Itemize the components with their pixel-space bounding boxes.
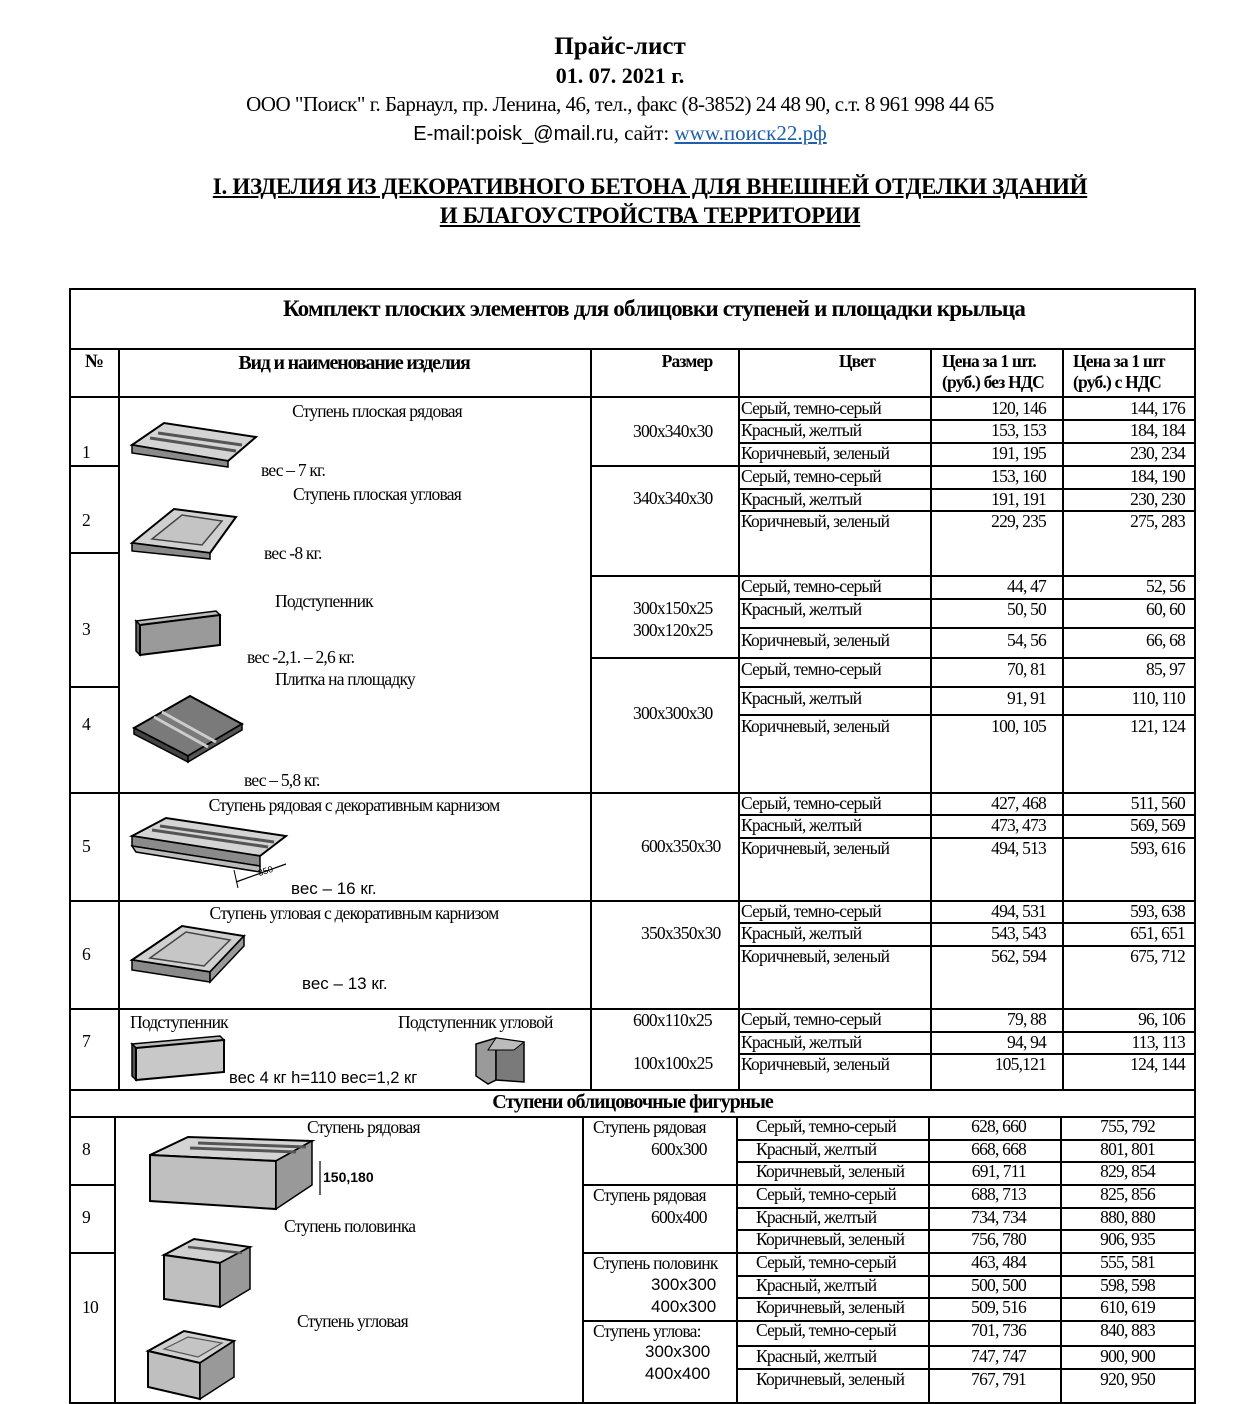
color-cell: Серый, темно-серый: [741, 398, 881, 418]
price-with-vat: 651, 651: [1130, 923, 1185, 943]
item-name-1: Ступень плоская рядовая: [292, 401, 462, 421]
color-cell: Серый, темно-серый: [756, 1320, 896, 1340]
price-no-vat: 427, 468: [991, 793, 1046, 813]
price-no-vat: 691, 711: [971, 1161, 1026, 1181]
price-no-vat: 494, 513: [991, 838, 1046, 858]
item-name-7: Подступенник: [130, 1012, 228, 1032]
corner-riser-image: [474, 1036, 528, 1086]
price-no-vat: 54, 56: [1007, 630, 1046, 650]
color-cell: Красный, желтый: [756, 1346, 877, 1366]
item-name-7b: Подступенник угловой: [398, 1012, 553, 1032]
col-header-size: Размер: [661, 351, 713, 371]
item-size-4: 300х300х30: [633, 703, 713, 723]
item-size-9b: 600х400: [651, 1207, 707, 1227]
price-no-vat: 153, 160: [991, 466, 1046, 486]
price-no-vat: 229, 235: [991, 511, 1046, 531]
item-weight-3: вес -2,1. – 2,6 кг.: [247, 647, 355, 667]
document-date: 01. 07. 2021 г.: [555, 63, 685, 88]
item-num-5: 5: [82, 836, 90, 856]
item-size-11b: 300х300: [645, 1342, 711, 1361]
color-cell: Серый, темно-серый: [741, 466, 881, 486]
color-cell: Серый, темно-серый: [741, 659, 881, 679]
price-with-vat: 96, 106: [1138, 1009, 1185, 1029]
item-name-2: Ступень плоская угловая: [293, 484, 461, 504]
item-size-11a: Ступень углова:: [593, 1321, 701, 1341]
price-with-vat: 184, 184: [1130, 420, 1185, 440]
item-size-9a: Ступень рядовая: [593, 1185, 706, 1205]
price-with-vat: 230, 230: [1130, 489, 1185, 509]
item-num-1: 1: [82, 442, 90, 462]
email-site-line: [0, 121, 1240, 146]
col-header-color: Цвет: [838, 351, 876, 371]
table-subtitle: Ступени облицовочные фигурные: [492, 1091, 773, 1113]
item-num-8: 8: [82, 1139, 90, 1159]
price-with-vat: 675, 712: [1130, 946, 1185, 966]
color-cell: Красный, желтый: [741, 599, 862, 619]
price-no-vat: 500, 500: [971, 1275, 1026, 1295]
price-with-vat: 52, 56: [1146, 576, 1185, 596]
item-num-4: 4: [82, 714, 90, 734]
item-size-8a: Ступень рядовая: [593, 1117, 706, 1137]
price-with-vat: 511, 560: [1130, 793, 1185, 813]
platform-tile-image: [128, 690, 248, 766]
item-size-7a: 600х110х25: [633, 1010, 712, 1030]
color-cell: Коричневый, зеленый: [756, 1229, 905, 1249]
price-with-vat: 144, 176: [1130, 398, 1185, 418]
col-header-name: Вид и наименование изделия: [238, 352, 470, 374]
item-num-10: 10: [82, 1297, 98, 1317]
section-title-line2: И БЛАГОУСТРОЙСТВА ТЕРРИТОРИИ: [439, 203, 861, 228]
item-size-8b: 600х300: [651, 1139, 707, 1159]
price-with-vat: 121, 124: [1130, 716, 1185, 736]
price-with-vat: 113, 113: [1131, 1032, 1185, 1052]
riser-image: [132, 607, 224, 659]
item-name-6: Ступень угловая с декоративным карнизом: [209, 903, 499, 923]
item-num-3: 3: [82, 619, 90, 639]
item-num-7: 7: [82, 1031, 90, 1051]
price-no-vat: 191, 191: [991, 489, 1046, 509]
item-name-8: Ступень рядовая: [307, 1117, 420, 1137]
price-no-vat: 50, 50: [1007, 599, 1046, 619]
item-num-2: 2: [82, 510, 90, 530]
item-size-5: 600х350х30: [641, 836, 721, 856]
color-cell: Серый, темно-серый: [741, 901, 881, 921]
price-no-vat: 543, 543: [991, 923, 1046, 943]
price-no-vat: 70, 81: [1007, 659, 1046, 679]
item-size-11c: 400х400: [645, 1364, 711, 1383]
price-with-vat: 755, 792: [1100, 1116, 1155, 1136]
price-no-vat: 100, 105: [991, 716, 1046, 736]
color-cell: Коричневый, зеленый: [741, 1054, 890, 1074]
price-with-vat: 610, 619: [1100, 1297, 1155, 1317]
price-with-vat: 829, 854: [1100, 1161, 1155, 1181]
price-no-vat: 91, 91: [1007, 688, 1046, 708]
price-no-vat: 79, 88: [1007, 1009, 1046, 1029]
price-no-vat: 747, 747: [971, 1346, 1026, 1366]
price-with-vat: 124, 144: [1130, 1054, 1185, 1074]
color-cell: Серый, темно-серый: [741, 1009, 881, 1029]
item-num-9: 9: [82, 1207, 90, 1227]
color-cell: Красный, желтый: [741, 923, 862, 943]
color-cell: Коричневый, зеленый: [741, 443, 890, 463]
price-with-vat: 598, 598: [1100, 1275, 1155, 1295]
table-title: Комплект плоских элементов для облицовки ступеней и площадки крыльца: [282, 296, 1026, 321]
color-cell: Серый, темно-серый: [741, 793, 881, 813]
color-cell: Коричневый, зеленый: [741, 838, 890, 858]
price-with-vat: 85, 97: [1146, 659, 1185, 679]
item-size-10b: 300х300: [651, 1275, 717, 1294]
price-no-vat: 767, 791: [971, 1369, 1026, 1389]
color-cell: Серый, темно-серый: [756, 1116, 896, 1136]
corner-facing-step-image: [144, 1327, 240, 1403]
price-no-vat: 756, 780: [971, 1229, 1026, 1249]
item-size-1: 300х340х30: [633, 421, 713, 441]
price-with-vat: 569, 569: [1130, 815, 1185, 835]
item-weight-4: вес – 5,8 кг.: [244, 770, 320, 790]
color-cell: Коричневый, зеленый: [756, 1297, 905, 1317]
item-weight-7: вес 4 кг h=110 вес=1,2 кг: [229, 1069, 418, 1087]
price-no-vat: 509, 516: [971, 1297, 1026, 1317]
col-header-price-vat-2: (руб.) с НДС: [1073, 372, 1162, 392]
price-with-vat: 555, 581: [1100, 1252, 1155, 1272]
price-no-vat: 494, 531: [991, 901, 1046, 921]
color-cell: Красный, желтый: [741, 489, 862, 509]
price-no-vat: 44, 47: [1007, 576, 1046, 596]
cornice-corner-step-image: [126, 920, 250, 990]
col-header-price-no-vat-2: (руб.) без НДС: [942, 372, 1044, 392]
item-weight-6: вес – 13 кг.: [302, 974, 388, 993]
price-with-vat: 920, 950: [1100, 1369, 1155, 1389]
item-size-3b: 300х120х25: [633, 620, 713, 640]
item-name-9: Ступень половинка: [284, 1216, 416, 1236]
price-with-vat: 825, 856: [1100, 1184, 1155, 1204]
item-weight-5: вес – 16 кг.: [291, 879, 377, 898]
price-with-vat: 230, 234: [1130, 443, 1185, 463]
color-cell: Коричневый, зеленый: [741, 511, 890, 531]
price-with-vat: 801, 801: [1100, 1139, 1155, 1159]
price-no-vat: 94, 94: [1007, 1032, 1046, 1052]
color-cell: Коричневый, зеленый: [741, 630, 890, 650]
col-header-price-no-vat-1: Цена за 1 шт.: [942, 351, 1036, 371]
price-with-vat: 184, 190: [1130, 466, 1185, 486]
item-size-10c: 400х300: [651, 1297, 717, 1316]
price-with-vat: 275, 283: [1130, 511, 1185, 531]
color-cell: Коричневый, зеленый: [741, 946, 890, 966]
price-no-vat: 473, 473: [991, 815, 1046, 835]
price-with-vat: 900, 900: [1100, 1346, 1155, 1366]
price-with-vat: 66, 68: [1146, 630, 1185, 650]
company-contacts: ООО "Поиск" г. Барнаул, пр. Ленина, 46, тел., факс (8-3852) 24 48 90, с.т. 8 961 998 44 65: [246, 92, 994, 116]
price-no-vat: 191, 195: [991, 443, 1046, 463]
price-no-vat: 734, 734: [971, 1207, 1026, 1227]
price-no-vat: 153, 153: [991, 420, 1046, 440]
item-size-2: 340х340х30: [633, 488, 713, 508]
price-with-vat: 840, 883: [1100, 1320, 1155, 1340]
color-cell: Коричневый, зеленый: [756, 1161, 905, 1181]
corner-step-image: [126, 503, 242, 561]
price-no-vat: 562, 594: [991, 946, 1046, 966]
color-cell: Красный, желтый: [741, 815, 862, 835]
price-with-vat: 110, 110: [1131, 688, 1185, 708]
color-cell: Серый, темно-серый: [756, 1184, 896, 1204]
price-no-vat: 668, 668: [971, 1139, 1026, 1159]
item-size-7b: 100х100х25: [633, 1053, 713, 1073]
color-cell: Коричневый, зеленый: [741, 716, 890, 736]
item-size-6: 350х350х30: [641, 923, 721, 943]
price-with-vat: 880, 880: [1100, 1207, 1155, 1227]
color-cell: Серый, темно-серый: [741, 576, 881, 596]
item-num-6: 6: [82, 944, 90, 964]
color-cell: Красный, желтый: [741, 1032, 862, 1052]
half-step-image: [160, 1235, 256, 1311]
color-cell: Красный, желтый: [756, 1139, 877, 1159]
price-no-vat: 105,121: [994, 1054, 1046, 1074]
item-name-5: Ступень рядовая с декоративным карнизом: [208, 795, 500, 815]
price-with-vat: 906, 935: [1100, 1229, 1155, 1249]
color-cell: Красный, желтый: [741, 420, 862, 440]
item-weight-1: вес – 7 кг.: [261, 460, 326, 480]
document-title: Прайс-лист: [554, 33, 686, 60]
color-cell: Коричневый, зеленый: [756, 1369, 905, 1389]
riser-7-image: [128, 1034, 228, 1084]
price-no-vat: 701, 736: [971, 1320, 1026, 1340]
price-no-vat: 688, 713: [971, 1184, 1026, 1204]
price-with-vat: 593, 616: [1130, 838, 1185, 858]
price-no-vat: 120, 146: [991, 398, 1046, 418]
item-name-4: Плитка на площадку: [275, 669, 415, 689]
color-cell: Красный, желтый: [756, 1207, 877, 1227]
color-cell: Красный, желтый: [756, 1275, 877, 1295]
site-link[interactable]: www.поиск22.рф: [674, 121, 827, 145]
price-with-vat: 60, 60: [1146, 599, 1185, 619]
price-with-vat: 593, 638: [1130, 901, 1185, 921]
cornice-step-dim: 350: [256, 863, 275, 879]
site-label: , сайт:: [613, 121, 675, 145]
item-name-10: Ступень угловая: [297, 1311, 408, 1331]
color-cell: Красный, желтый: [741, 688, 862, 708]
col-header-price-vat-1: Цена за 1 шт: [1073, 351, 1165, 371]
price-no-vat: 463, 484: [971, 1252, 1026, 1272]
section-title-line1: I. ИЗДЕЛИЯ ИЗ ДЕКОРАТИВНОГО БЕТОНА ДЛЯ ВНЕШНЕЙ ОТДЕЛКИ ЗДАНИЙ: [212, 174, 1088, 199]
item-name-3: Подступенник: [275, 591, 373, 611]
item-size-3a: 300х150х25: [633, 598, 713, 618]
col-header-num: №: [84, 351, 104, 372]
facing-step-dim: 150,180: [323, 1169, 374, 1185]
flat-step-image: [124, 415, 264, 469]
color-cell: Серый, темно-серый: [756, 1252, 896, 1272]
price-no-vat: 628, 660: [971, 1116, 1026, 1136]
item-weight-2: вес -8 кг.: [264, 543, 322, 563]
item-size-10a: Ступень половинк: [593, 1253, 718, 1273]
email: E-mail:poisk_@mail.ru: [413, 123, 614, 145]
